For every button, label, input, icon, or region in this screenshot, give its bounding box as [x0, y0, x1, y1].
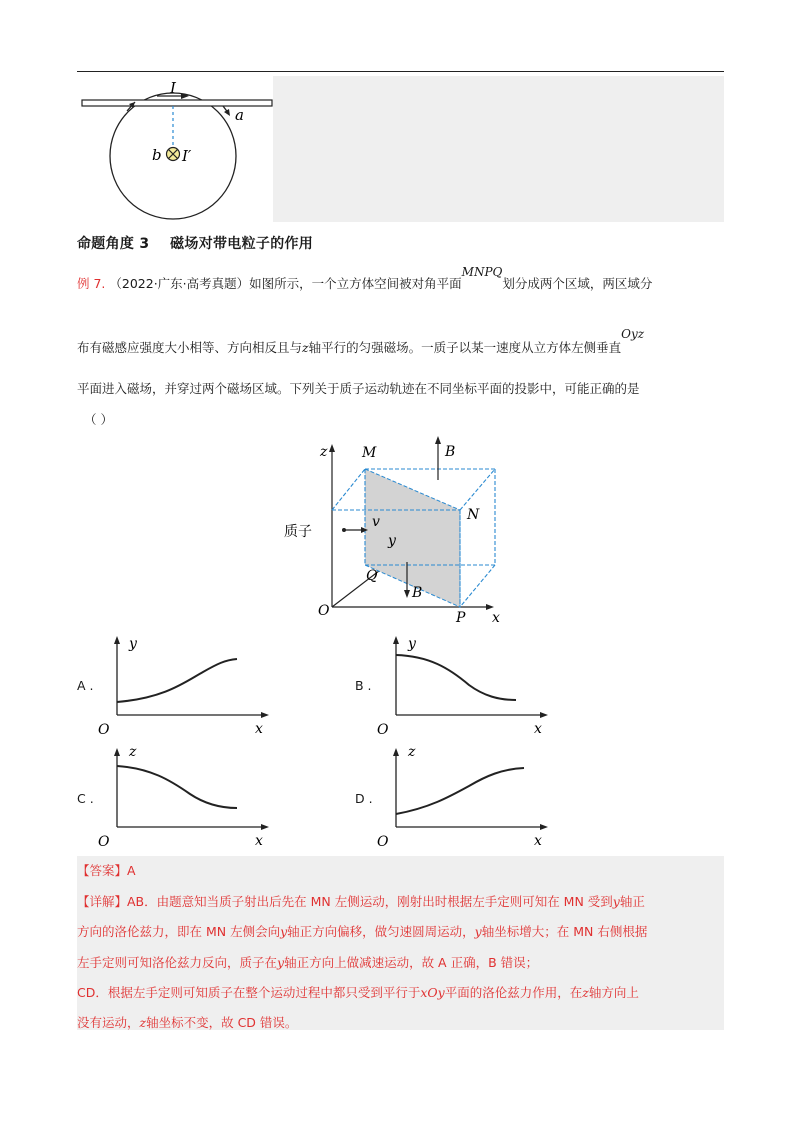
svg-text:O: O [377, 722, 389, 738]
example-line-3: 平面进入磁场，并穿过两个磁场区域。下列关于质子运动轨迹在不同坐标平面的投影中，可能正确的是 [77, 381, 640, 396]
option-b-graph [374, 630, 564, 740]
option-a-graph [95, 630, 285, 740]
detail-line-2: 方向的洛伦兹力，即在 MN 左侧会向y轴正方向偏移，做匀速圆周运动，y轴坐标增大；在 MN 右侧根据 [77, 924, 648, 939]
option-a-curve [117, 659, 237, 702]
b-top-label: B [445, 444, 456, 460]
origin-label: O [318, 603, 330, 619]
example-line-2: 布有磁感应强度大小相等、方向相反且与z轴平行的匀强磁场。一质子以某一速度从立方体左侧垂直Oyz [77, 327, 645, 355]
svg-text:y: y [129, 636, 137, 652]
detail-line-3: 左手定则可知洛伦兹力反向，质子在y轴正方向上做减速运动，故 A 正确，B 错误； [77, 955, 539, 970]
svg-text:x: x [255, 721, 263, 737]
option-a-label: A . [77, 678, 94, 693]
example-label: 例 7. [77, 276, 106, 291]
svg-text:z: z [408, 744, 416, 760]
answer-blank: （ ） [84, 412, 113, 427]
answer-box [77, 856, 724, 1030]
current-prime-label: I′ [182, 147, 192, 165]
detail-line-4: CD．根据左手定则可知质子在整个运动过程中都只受到平行于xOy平面的洛伦兹力作用，在z轴方向上 [77, 985, 639, 1000]
section-title: 命题角度 3 磁场对带电粒子的作用 [77, 236, 314, 252]
gray-panel [273, 76, 724, 222]
option-c-curve [117, 766, 237, 808]
svg-text:x: x [255, 833, 263, 849]
point-a-label: a [235, 106, 244, 124]
vertex-p-label: P [456, 610, 466, 626]
y-label: y [388, 533, 396, 549]
axis-x-label: x [492, 610, 500, 626]
proton-label: 质子 [284, 524, 312, 540]
ring-wire-figure [77, 76, 277, 226]
option-b-label: B . [355, 678, 372, 693]
top-rule [77, 71, 724, 72]
v-label: v [372, 514, 380, 530]
oyz-label: Oyz [621, 327, 645, 341]
option-d-label: D . [355, 791, 373, 806]
svg-text:z: z [129, 744, 137, 760]
answer-line: 【答案】A [77, 863, 136, 878]
point-b-label: b [152, 146, 162, 164]
svg-text:O: O [98, 722, 110, 738]
svg-text:x: x [534, 721, 542, 737]
option-b-curve [396, 655, 516, 700]
svg-text:x: x [534, 833, 542, 849]
example-source: （2022·广东·高考真题） [109, 276, 250, 291]
example-line-1: 例 7. （2022·广东·高考真题）如图所示，一个立方体空间被对角平面MNPQ划分成两个区域，两区域分 [77, 265, 653, 291]
axis-z-label: z [320, 444, 328, 460]
vertex-n-label: N [467, 507, 480, 523]
svg-text:O: O [98, 834, 110, 850]
vertex-m-label: M [362, 445, 377, 461]
cube-figure [280, 432, 520, 632]
vertex-q-label: Q [366, 568, 378, 584]
option-d-curve [396, 768, 524, 814]
detail-line-1: 【详解】AB．由题意知当质子射出后先在 MN 左侧运动，刚射出时根据左手定则可知在 MN 受到y轴正 [77, 894, 645, 909]
option-c-graph [95, 742, 285, 852]
svg-text:y: y [408, 636, 416, 652]
option-c-label: C . [77, 791, 94, 806]
b-bottom-label: B [412, 585, 423, 601]
plane-label: MNPQ [461, 265, 503, 279]
current-label: I [170, 79, 176, 97]
svg-text:O: O [377, 834, 389, 850]
detail-line-5: 没有运动，z轴坐标不变，故 CD 错误。 [77, 1015, 298, 1030]
option-d-graph [374, 742, 564, 852]
